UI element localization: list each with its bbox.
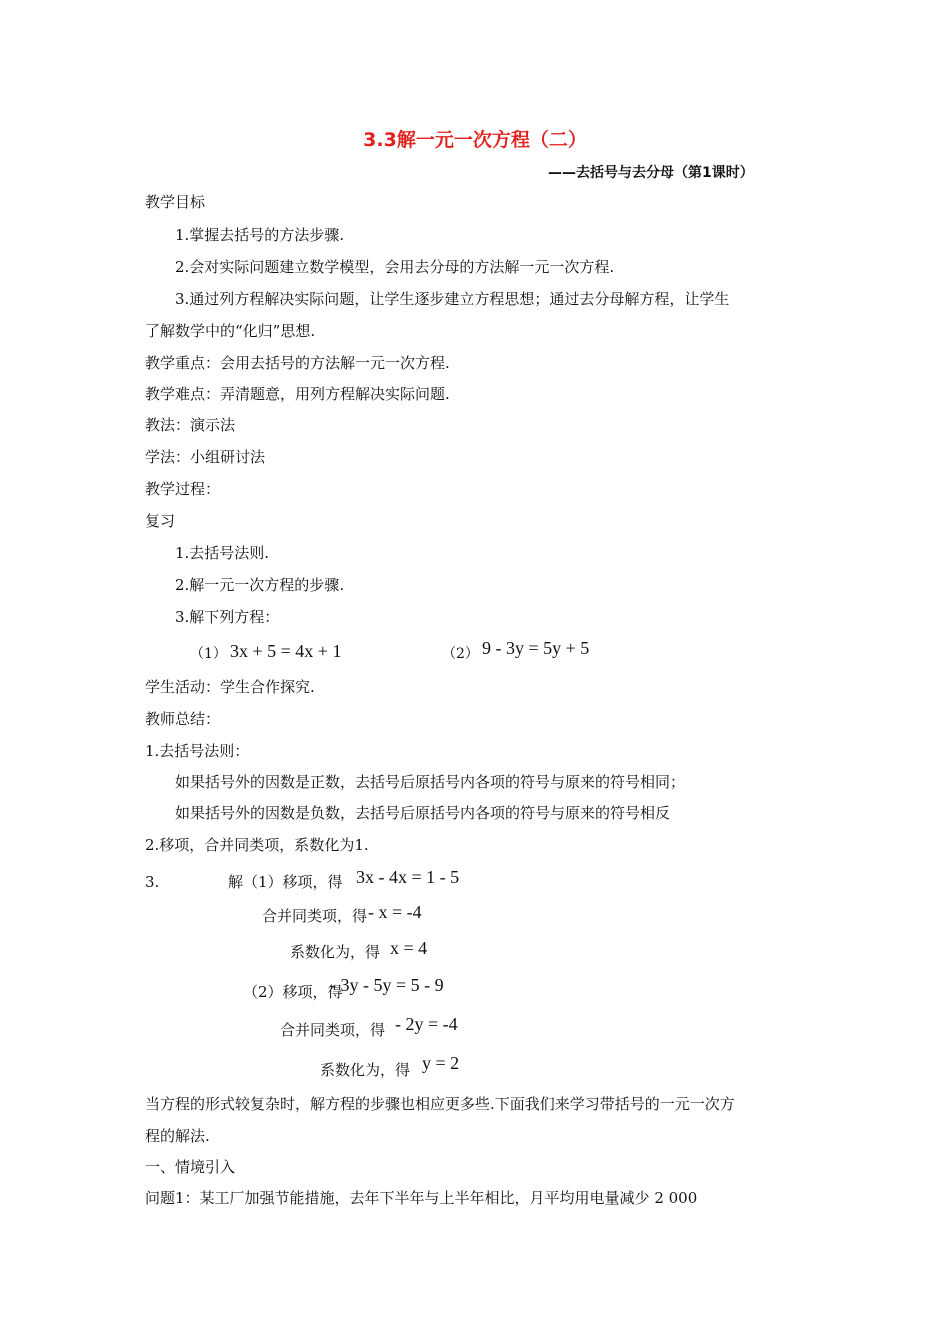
student-activity: 学生活动：学生合作探究. [145,678,315,696]
objective-item: 3.通过列方程解决实际问题，让学生逐步建立方程思想；通过去分母解方程，让学生 [175,290,730,308]
objective-item-continued: 了解数学中的“化归”思想. [145,322,316,340]
solution-step-label: 合并同类项，得 [262,907,368,925]
equation-2-label: （2） [442,646,479,662]
process-heading: 教学过程： [145,480,221,498]
review-heading: 复习 [145,512,176,530]
teacher-summary: 教师总结： [145,710,221,728]
rule-item: 如果括号外的因数是正数，去括号后原括号内各项的符号与原来的符号相同； [175,773,686,791]
review-item: 1.去括号法则. [175,544,270,562]
page-subtitle: ——去括号与去分母（第1课时） [548,165,754,181]
solution-step-math: - 3y - 5y = 5 - 9 [330,975,444,995]
rule-item: 如果括号外的因数是负数，去括号后原括号内各项的符号与原来的符号相反 [175,804,671,822]
solution-step-label: 解（1）移项，得 [228,873,343,891]
solution-step-math: - x = -4 [368,902,422,922]
solution-step-math: - 2y = -4 [395,1014,458,1034]
problem-1: 问题1：某工厂加强节能措施，去年下半年与上半年相比，月平均用电量减少 2 000 [145,1189,698,1207]
page-title: 3.3解一元一次方程（二） [363,129,587,151]
solution-number: 3. [145,873,160,891]
objectives-heading: 教学目标 [145,193,206,211]
objective-item: 2.会对实际问题建立数学模型，会用去分母的方法解一元一次方程. [175,258,615,276]
review-item: 3.解下列方程： [175,608,280,626]
equation-1-label: （1） [190,646,227,662]
solution-step-label: （2）移项，得 [243,983,343,1001]
section-1-heading: 一、情境引入 [145,1158,236,1176]
learning-method: 学法：小组研讨法 [145,448,266,466]
solution-step-math: y = 2 [422,1053,460,1073]
solution-step-math: 3x - 4x = 1 - 5 [356,867,460,887]
solution-step-label: 系数化为，得 [290,943,381,961]
equation-1: 3x + 5 = 4x + 1 [230,641,342,661]
solution-step-label: 系数化为，得 [320,1061,411,1079]
objective-item: 1.掌握去括号的方法步骤. [175,226,345,244]
rule-heading: 1.去括号法则： [145,742,250,760]
transition-text: 当方程的形式较复杂时，解方程的步骤也相应更多些.下面我们来学习带括号的一元一次方 [145,1095,735,1113]
solution-step-label: 合并同类项，得 [280,1021,386,1039]
difficulty: 教学难点：弄清题意，用列方程解决实际问题. [145,385,450,403]
transition-text: 程的解法. [145,1127,210,1145]
teaching-method: 教法：演示法 [145,416,236,434]
review-item: 2.解一元一次方程的步骤. [175,576,345,594]
key-point: 教学重点：会用去括号的方法解一元一次方程. [145,354,450,372]
equation-2: 9 - 3y = 5y + 5 [482,638,590,658]
solution-step-math: x = 4 [390,938,428,958]
step-2: 2.移项，合并同类项，系数化为1. [145,836,369,854]
